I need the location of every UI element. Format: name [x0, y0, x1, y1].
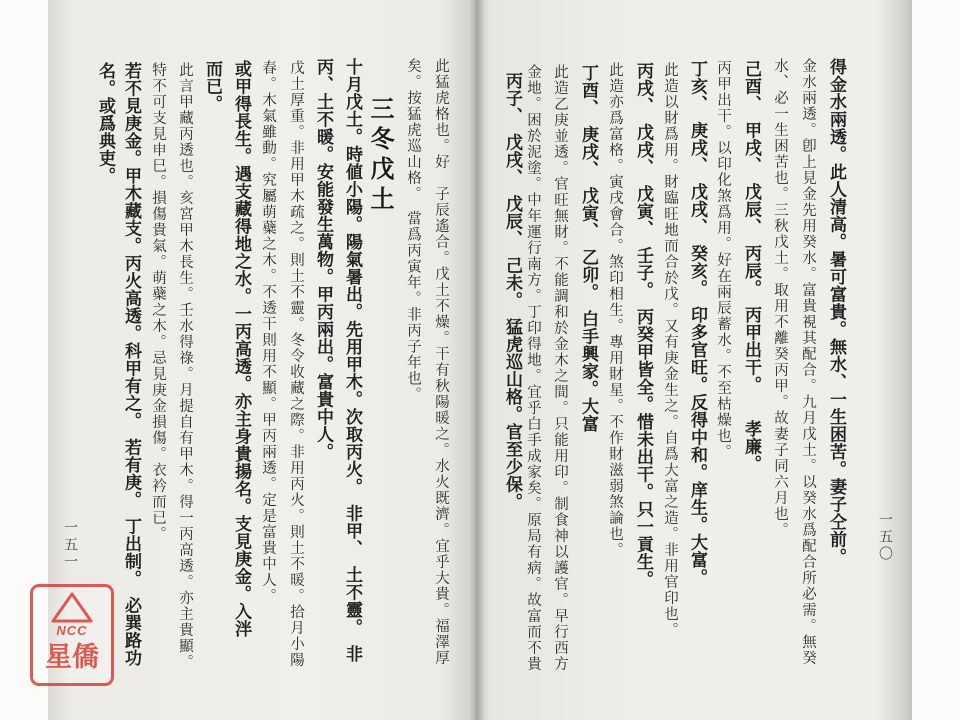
commentary-column: 此言甲藏丙透也。亥宮甲木長生。壬水得祿。月提自有甲木。得一丙高透。亦主貴顯。	[177, 62, 193, 670]
text-column: 丙、土不暖。安能發生萬物。甲丙兩出。富貴中人。	[313, 58, 333, 461]
commentary-column: 此造乙庚並透。官旺無財。不能調和於金木之間。只能用印。制食神以護官。早行西方	[552, 64, 568, 672]
book-gutter	[470, 0, 484, 720]
text-column: 得金水兩透。此人清高。暑可富貴。無水、一生困苦。妻子仝前。	[826, 58, 846, 566]
commentary-column: 金地。困於泥塗。中年運行南方。丁印得地。宜乎白手成家矣。原局有病。故富而不貴	[525, 64, 541, 672]
commentary-column: 戊土厚重。非用甲木疏之。則土不靈。冬令收藏之際。非用丙火。則土不暖。拾月小陽	[288, 60, 304, 668]
commentary-column: 此造亦爲富格。寅戌會合。煞印相生。專用財星。不作財滋弱煞論也。	[607, 62, 623, 558]
commentary-column: 春。木氣雖動。究屬萌蘗之木。不透干則用不顯。甲丙兩透。定是富貴中人。	[260, 60, 276, 604]
text-column: 或甲得長生。遇支藏得地之水。一丙高透。亦主身貴揚名。支見庚金。入泮	[231, 60, 251, 638]
page-number: 一五一	[62, 520, 78, 571]
commentary-column: 水、必一生困苦也。三秋戊土。取用不離癸丙甲。故妻子同六月也。	[772, 58, 788, 538]
commentary-column: 矣。按猛虎巡山格。 當爲丙寅年。非丙子年也。	[405, 58, 421, 403]
section-title: 三冬戊土	[366, 96, 395, 216]
triangle-logo-icon	[50, 591, 94, 623]
commentary-column: 此造以財爲用。財臨旺地而合於戊。又有庚金生之。自爲大富之造。非用官印也。	[662, 62, 678, 638]
text-column: 丁亥、 庚戌、 戊戌、 癸亥。 印多官旺。反得中和。庠生。大富。	[687, 60, 707, 586]
text-column: 十月戊土。時値小陽。陽氣暑出。先用甲木。次取丙火。 非甲、 土不靈。 非	[342, 58, 362, 663]
text-column: 名。或爲典吏。	[95, 62, 115, 185]
commentary-column: 此猛虎格也。好 子辰遙合。戊土不燥。干有秋陽暖之。水火既濟。宜乎大貴。福澤厚	[433, 58, 449, 666]
text-column: 若不見庚金。甲木藏支。丙火高透。科甲有之。 若有庚。 丁出制。 必巽路功	[121, 62, 141, 667]
stamp-name-text: 星僑	[45, 642, 99, 673]
text-column: 丙戌、 戊戌、 戊寅、 壬子。 丙癸甲皆全。惜未出干。只一貢生。	[633, 62, 653, 588]
text-column: 而已。	[202, 60, 222, 113]
commentary-column: 特不可支見申巳。損傷貴氣。萌蘗之木。忌見庚金損傷。衣衿而已。	[150, 62, 166, 542]
text-column: 丙子、 戊戌、 戊辰、 己未。 猛虎巡山格。官至少保。	[502, 72, 522, 511]
text-column: 丁酉、 庚戌、 戊寅、 乙卯。 白手興家。大富	[578, 64, 598, 433]
watermark-stamp	[30, 584, 114, 686]
commentary-column: 丙甲出干。以印化煞爲用。好在兩辰蓄水。不至枯燥也。	[715, 60, 731, 460]
stamp-latin-text: NCC	[56, 623, 88, 638]
text-column: 己酉、 甲戌、 戊辰、 丙辰。 丙甲出干。 孝廉。	[741, 60, 761, 473]
page-number: 一五〇	[877, 512, 893, 563]
commentary-column: 金水兩透。卽上見金先用癸水。富貴視其配合。九月戊土。以癸水爲配合所必需。無癸	[800, 58, 816, 666]
